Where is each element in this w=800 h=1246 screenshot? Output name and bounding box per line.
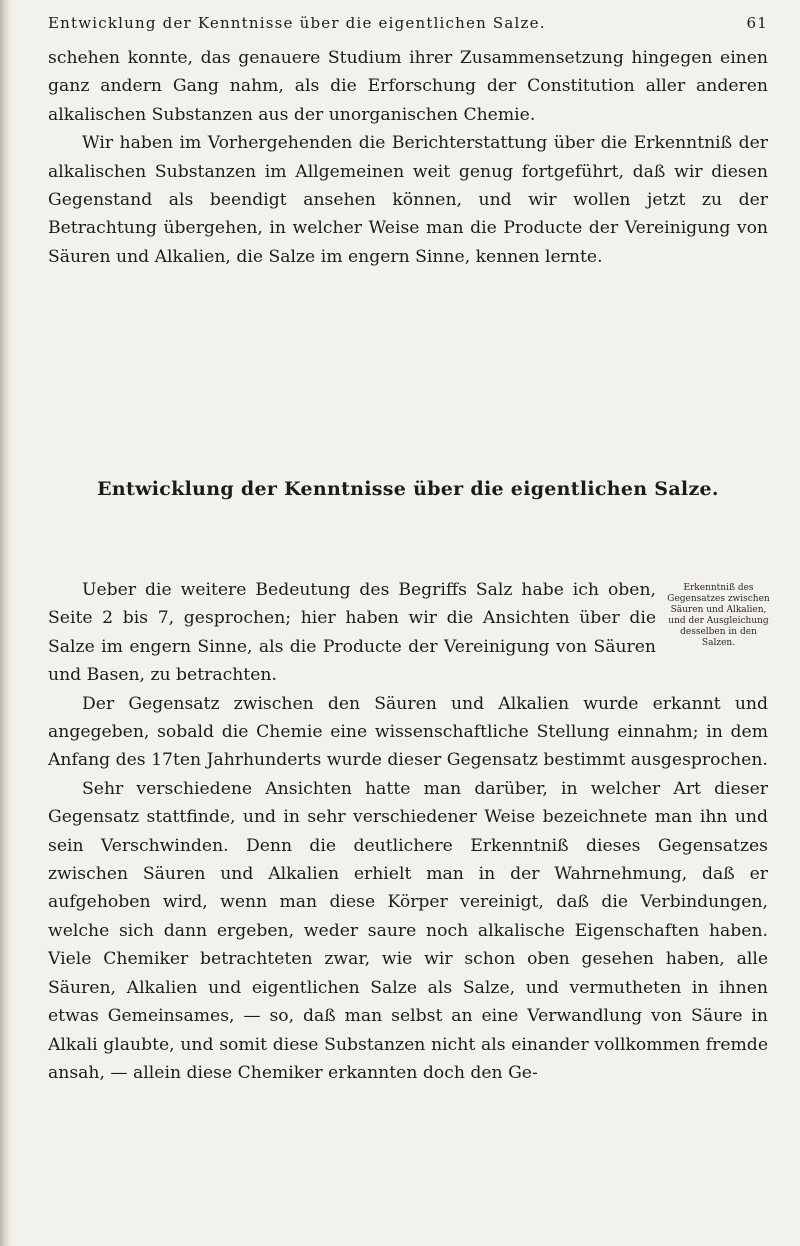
intro-text bbox=[48, 44, 768, 271]
page-number: 61 bbox=[746, 14, 768, 32]
paragraph: Wir haben im Vorhergehenden die Berichterstattung über die Erkenntniß der alkalischen Substanzen im Allgemeinen weit genug fortgeführt, daß wir diesen Gegenstand als beendigt ansehen können, und wir wollen jetzt zu der Betrachtung übergehen, in welcher Weise man die Producte der Vereinigung von Säuren und Alkalien, die Salze im engern Sinne, kennen lernte. bbox=[48, 133, 768, 267]
page-binding-edge bbox=[0, 0, 12, 1246]
paragraph: Sehr verschiedene Ansichten hatte man darüber, in welcher Art dieser Gegensatz stattfinde, und in sehr verschiedener Weise bezeichnete man ihn und sein Verschwinden. Denn die deutlichere Erkenntniß dieses Gegensatzes zwischen Säuren und Alkalien erhielt man in der Wahrnehmung, daß er aufgehoben wird, wenn man diese Körper vereinigt, daß die Verbindungen, welche sich dann ergeben, weder saure noch alkalische Eigenschaften haben. Viele Chemiker betrachteten zwar, wie wir schon oben gesehen haben, alle Säuren, Alkalien und eigentlichen Salze als Salze, und vermutheten in ihnen etwas Gemeinsames, — so, daß man selbst an eine Verwandlung von Säure in Alkali glaubte, und somit diese Substanzen nicht als einander vollkommen fremde ansah, — allein diese Chemiker erkannten doch den Ge- bbox=[48, 778, 768, 1083]
section-heading: Entwicklung der Kenntnisse über die eigentlichen Salze. bbox=[97, 478, 719, 500]
section-text bbox=[48, 576, 768, 1087]
paragraph: Der Gegensatz zwischen den Säuren und Alkalien wurde erkannt und angegeben, sobald die Chemie eine wissenschaftliche Stellung einnahm; in dem Anfang des 17ten Jahrhunderts wurde dieser Gegensatz bestimmt ausgesprochen. bbox=[48, 693, 768, 771]
running-head bbox=[48, 14, 768, 40]
running-head-title: Entwicklung der Kenntnisse über die eigentlichen Salze. bbox=[48, 14, 546, 32]
margin-note: Erkenntniß des Gegensatzes zwischen Säuren und Alkalien, und der Ausgleichung desselben in den Salzen. bbox=[667, 583, 770, 648]
paragraph: Ueber die weitere Bedeutung des Begriffs Salz habe ich oben, Seite 2 bis 7, gesprochen; hier haben wir die Ansichten über die Salze im engern Sinne, als die Producte der Vereinigung von Säuren und Basen, zu betrachten. bbox=[48, 580, 656, 686]
paragraph: schehen konnte, das genauere Studium ihrer Zusammensetzung hingegen einen ganz andern Gang nahm, als die Erforschung der Constitution aller anderen alkalischen Substanzen aus der unorganischen Chemie. bbox=[48, 48, 768, 125]
